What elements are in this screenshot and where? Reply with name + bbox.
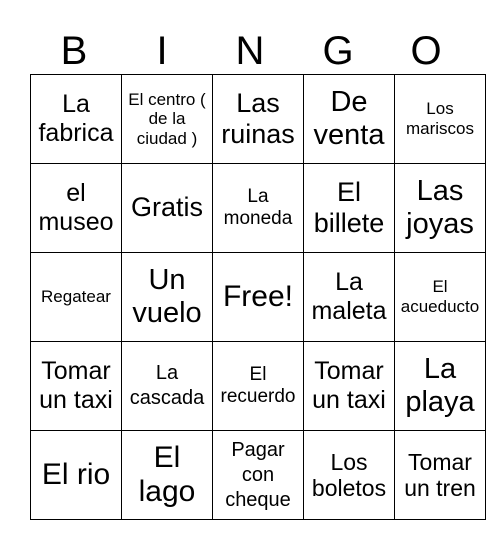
bingo-cell[interactable]: Tomar un tren [395,431,486,520]
free-space[interactable]: Free! [213,253,304,342]
bingo-cell[interactable]: Gratis [122,164,213,253]
board-row-3 [31,253,486,342]
bingo-cell[interactable]: El billete [304,164,395,253]
header-letter-b: B [60,29,88,73]
bingo-cell[interactable]: El acueducto [395,253,486,342]
board-row-1 [31,75,486,164]
bingo-cell[interactable]: La moneda [213,164,304,253]
header-letter-n: N [235,29,265,73]
bingo-cell[interactable]: Los mariscos [395,75,486,164]
bingo-cell[interactable]: La playa [395,342,486,431]
bingo-cell[interactable]: Tomar un taxi [31,342,122,431]
bingo-cell[interactable]: La maleta [304,253,395,342]
bingo-cell[interactable]: Pagar con cheque [213,431,304,520]
bingo-cell[interactable]: Un vuelo [122,253,213,342]
board-row-5 [31,431,486,520]
header-letter-o: O [410,29,442,73]
bingo-cell[interactable]: el museo [31,164,122,253]
bingo-cell[interactable]: El rio [31,431,122,520]
board-row-4 [31,342,486,431]
bingo-cell[interactable]: De venta [304,75,395,164]
bingo-cell[interactable]: Las ruinas [213,75,304,164]
header-letter-i: I [156,29,168,73]
header-letter-g: G [322,29,354,73]
bingo-cell[interactable]: Regatear [31,253,122,342]
board-row-2 [31,164,486,253]
bingo-cell[interactable]: La cascada [122,342,213,431]
bingo-cell[interactable]: El lago [122,431,213,520]
bingo-cell[interactable]: El centro ( de la ciudad ) [122,75,213,164]
bingo-board [30,74,486,520]
bingo-cell[interactable]: La fabrica [31,75,122,164]
bingo-cell[interactable]: Los boletos [304,431,395,520]
bingo-cell[interactable]: El recuerdo [213,342,304,431]
bingo-cell[interactable]: Tomar un taxi [304,342,395,431]
bingo-header [30,28,470,74]
bingo-cell[interactable]: Las joyas [395,164,486,253]
